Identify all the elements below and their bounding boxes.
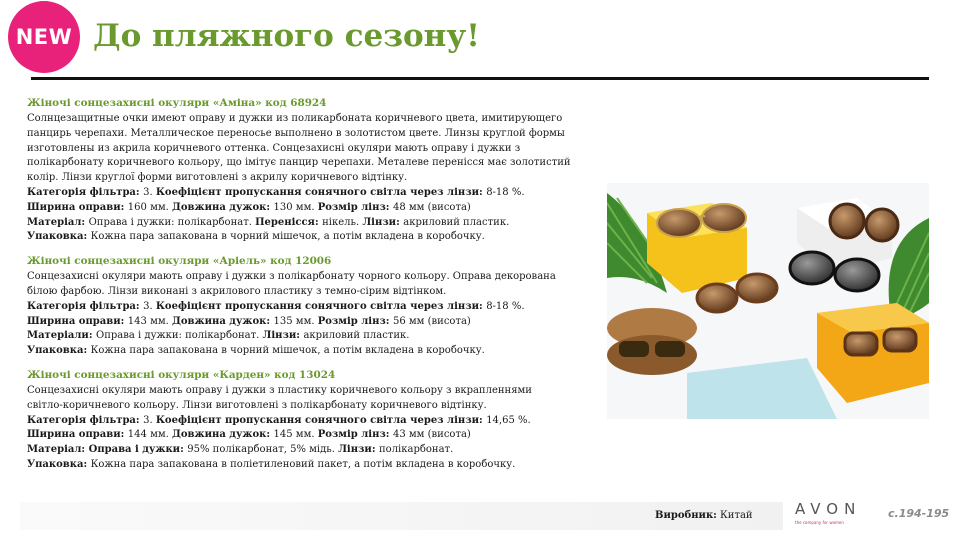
spec-value: 56 мм (висота): [392, 315, 471, 327]
product-description-line: колір. Лінзи круглої форми виготовлені з акрилу коричневого відтінку.: [27, 172, 408, 184]
spec-value: 8-18 %.: [486, 300, 525, 312]
product-block: [27, 97, 592, 245]
avon-wordmark: AVON: [795, 500, 862, 518]
spec-value: 3.: [143, 186, 156, 198]
product-block: [27, 255, 592, 359]
spec-label: Упаковка:: [27, 345, 91, 357]
spec-value: акриловий пластик.: [403, 216, 510, 228]
spec-value: 43 мм (висота): [392, 429, 471, 441]
spec-label: Матеріал: Оправа і дужки:: [27, 444, 188, 456]
new-badge-label: NEW: [15, 25, 73, 49]
avon-tagline: the company for women: [795, 520, 844, 525]
spec-value: полікарбонат.: [379, 444, 454, 456]
product-spec-line: [27, 201, 592, 216]
spec-value: 160 мм.: [127, 201, 172, 213]
product-spec-line: [27, 344, 592, 359]
product-list: [27, 97, 592, 483]
spec-value: 143 мм.: [127, 315, 172, 327]
product-heading: Жіночі сонцезахисні окуляри «Аріель» код 12006: [27, 255, 332, 268]
product-spec-line: [27, 458, 592, 473]
product-heading: Жіночі сонцезахисні окуляри «Аміна» код 68924: [27, 97, 327, 109]
spec-value: нікель.: [322, 216, 363, 228]
spec-label: Коефіцієнт пропускання сонячного світла через лінзи:: [155, 186, 487, 198]
spec-value: Кожна пара запакована в поліетиленовий пакет, а потім вкладена в коробочку.: [90, 458, 516, 470]
spec-value: 8-18 %.: [486, 186, 525, 198]
manufacturer-label: Виробник:: [655, 510, 717, 521]
product-spec-line: [27, 443, 592, 458]
product-spec-line: [27, 230, 592, 245]
spec-label: Перенісся:: [255, 216, 323, 228]
spec-value: 3.: [143, 300, 156, 312]
sunglasses-illustration: [607, 183, 929, 419]
product-spec-line: [27, 414, 592, 429]
title-divider: [31, 77, 929, 80]
page-numbers: с.194-195: [888, 507, 950, 520]
spec-label: Лінзи:: [362, 216, 404, 228]
spec-label: Упаковка:: [27, 458, 91, 470]
product-spec-line: [27, 216, 592, 231]
product-description-line: полікарбонату коричневого кольору, що імітує панцир черепахи. Металеве перенісся має золотистий: [27, 157, 571, 169]
spec-label: Категорія фільтра:: [27, 300, 144, 312]
spec-label: Довжина дужок:: [171, 315, 274, 327]
spec-value: 48 мм (висота): [392, 201, 471, 213]
spec-label: Лінзи:: [338, 444, 380, 456]
spec-value: 130 мм.: [273, 201, 318, 213]
spec-value: акриловий пластик.: [303, 330, 410, 342]
manufacturer-info: [655, 510, 753, 521]
spec-label: Коефіцієнт пропускання сонячного світла через лінзи:: [155, 414, 487, 426]
product-spec-line: [27, 428, 592, 443]
spec-value: 3.: [143, 414, 156, 426]
spec-label: Розмір лінз:: [317, 315, 393, 327]
product-spec-line: [27, 315, 592, 330]
product-description-line: білою фарбою. Лінзи виконані з акрилового пластику з темно-сірим відтінком.: [27, 285, 447, 297]
spec-value: 135 мм.: [273, 315, 318, 327]
spec-label: Матеріали:: [27, 330, 97, 342]
spec-label: Довжина дужок:: [171, 201, 274, 213]
manufacturer-value: Китай: [716, 510, 753, 521]
spec-label: Розмір лінз:: [317, 429, 393, 441]
spec-label: Розмір лінз:: [317, 201, 393, 213]
product-spec-line: [27, 186, 592, 201]
product-description-line: Сонцезахисні окуляри мають оправу і дужки з пластику коричневого кольору з вкрапленнями: [27, 384, 532, 396]
spec-value: 14,65 %.: [486, 414, 531, 426]
spec-value: Кожна пара запакована в чорний мішечок, а потім вкладена в коробочку.: [90, 345, 485, 357]
product-description-line: світло-коричневого кольору. Лінзи виготовлені з полікарбонату коричневого відтінку.: [27, 399, 487, 411]
spec-label: Категорія фільтра:: [27, 186, 144, 198]
spec-label: Ширина оправи:: [27, 429, 128, 441]
spec-value: 145 мм.: [273, 429, 318, 441]
product-spec-line: [27, 300, 592, 315]
spec-label: Упаковка:: [27, 231, 91, 243]
avon-logo: [795, 501, 885, 531]
product-block: [27, 369, 592, 473]
product-description-line: изготовлены из акрила коричневого оттенка. Сонцезахисні окуляри мають оправу і дужки з: [27, 142, 521, 154]
product-description-line: Солнцезащитные очки имеют оправу и дужки из поликарбоната коричневого цвета, имитирующего: [27, 113, 563, 124]
spec-label: Коефіцієнт пропускання сонячного світла через лінзи:: [155, 300, 487, 312]
spec-value: Оправа і дужки: полікарбонат.: [88, 216, 256, 228]
new-badge-icon: [8, 1, 80, 73]
product-description-line: Сонцезахисні окуляри мають оправу і дужки з полікарбонату чорного кольору. Оправа декорована: [27, 271, 556, 283]
spec-label: Довжина дужок:: [171, 429, 274, 441]
spec-value: 144 мм.: [127, 429, 172, 441]
product-description-line: панцирь черепахи. Металлическое переносье выполнено в золотистом цвете. Линзы круглой формы: [27, 127, 565, 139]
spec-label: Категорія фільтра:: [27, 414, 144, 426]
spec-value: Кожна пара запакована в чорний мішечок, а потім вкладена в коробочку.: [90, 231, 485, 243]
spec-value: 95% полікарбонат, 5% мідь.: [187, 444, 339, 456]
spec-label: Ширина оправи:: [27, 201, 128, 213]
spec-label: Матеріал:: [27, 216, 89, 228]
product-photo-sunglasses: [607, 183, 929, 419]
spec-label: Ширина оправи:: [27, 315, 128, 327]
spec-label: Лінзи:: [262, 330, 304, 342]
spec-value: Оправа і дужки: полікарбонат.: [96, 330, 263, 342]
page-title: До пляжного сезону!: [93, 18, 480, 54]
product-heading: Жіночі сонцезахисні окуляри «Карден» код 13024: [27, 368, 336, 381]
product-spec-line: [27, 329, 592, 344]
